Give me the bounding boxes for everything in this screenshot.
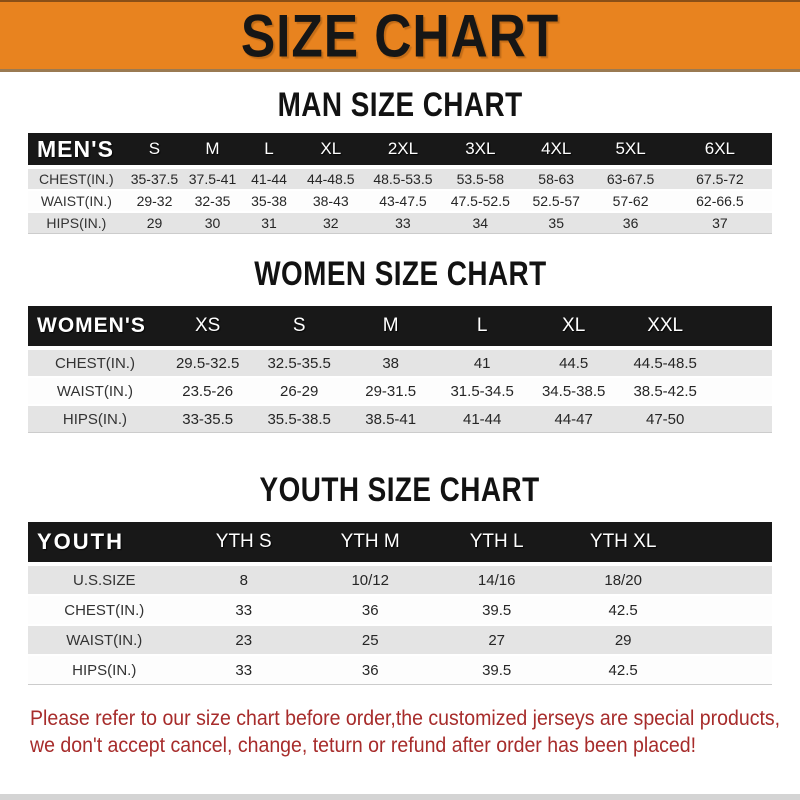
order-note	[30, 705, 800, 759]
spacer-cell	[711, 404, 772, 432]
row-label: CHEST(IN.)	[28, 167, 125, 189]
measurement-row	[28, 404, 772, 432]
size-column-header: 6XL	[668, 133, 772, 167]
row-label: CHEST(IN.)	[28, 348, 162, 376]
measurement-value: 33	[181, 654, 307, 684]
measurement-value: 31	[241, 211, 298, 233]
size-column-header: YTH S	[181, 522, 307, 564]
measurement-row	[28, 376, 772, 404]
size-column-header: M	[345, 306, 437, 348]
measurement-value: 44-48.5	[297, 167, 364, 189]
measurement-value: 8	[181, 564, 307, 594]
measurement-value: 38-43	[297, 189, 364, 211]
corner-label: YOUTH	[28, 522, 181, 564]
measurement-value: 27	[433, 624, 559, 654]
row-label: HIPS(IN.)	[28, 654, 181, 684]
measurement-value: 14/16	[433, 564, 559, 594]
measurement-value: 43-47.5	[364, 189, 441, 211]
measurement-value: 29-32	[125, 189, 185, 211]
measurement-value: 44-47	[528, 404, 620, 432]
measurement-value: 29	[560, 624, 686, 654]
note-line-1: Please refer to our size chart before order,the customized jerseys are special products,	[30, 707, 781, 730]
corner-label: MEN'S	[28, 133, 125, 167]
size-column-header: 2XL	[364, 133, 441, 167]
measurement-row	[28, 654, 772, 684]
measurement-value: 35-37.5	[125, 167, 185, 189]
measurement-value: 47.5-52.5	[442, 189, 519, 211]
measurement-value: 35-38	[241, 189, 298, 211]
measurement-value: 33	[181, 594, 307, 624]
women-section-title: WOMEN SIZE CHART	[253, 254, 547, 293]
measurement-value: 29	[125, 211, 185, 233]
measurement-value: 36	[307, 654, 433, 684]
man-section-title: MAN SIZE CHART	[277, 85, 523, 124]
spacer-cell	[686, 624, 772, 654]
measurement-value: 10/12	[307, 564, 433, 594]
measurement-value: 48.5-53.5	[364, 167, 441, 189]
measurement-value: 58-63	[519, 167, 593, 189]
spacer-cell	[711, 376, 772, 404]
measurement-value: 38	[345, 348, 437, 376]
measurement-value: 32.5-35.5	[253, 348, 345, 376]
size-column-header: S	[253, 306, 345, 348]
size-column-header: XL	[528, 306, 620, 348]
section-title-wrap	[0, 470, 800, 509]
measurement-value: 29.5-32.5	[162, 348, 254, 376]
measurement-value: 38.5-42.5	[619, 376, 711, 404]
size-column-header: 3XL	[442, 133, 519, 167]
page-title: SIZE CHART	[240, 1, 560, 70]
measurement-value: 53.5-58	[442, 167, 519, 189]
measurement-value: 37	[668, 211, 772, 233]
size-column-header: YTH XL	[560, 522, 686, 564]
spacer-cell	[686, 564, 772, 594]
women-header-row	[28, 306, 772, 348]
youth-section-title: YOUTH SIZE CHART	[259, 470, 541, 509]
measurement-value: 36	[307, 594, 433, 624]
measurement-value: 33	[364, 211, 441, 233]
section-title-wrap	[0, 254, 800, 293]
measurement-value: 37.5-41	[184, 167, 241, 189]
measurement-value: 36	[593, 211, 667, 233]
measurement-row	[28, 564, 772, 594]
youth-header-row	[28, 522, 772, 564]
row-label: HIPS(IN.)	[28, 404, 162, 432]
measurement-value: 63-67.5	[593, 167, 667, 189]
measurement-value: 30	[184, 211, 241, 233]
measurement-value: 31.5-34.5	[436, 376, 528, 404]
women-size-table	[28, 306, 772, 432]
measurement-value: 35.5-38.5	[253, 404, 345, 432]
measurement-value: 33-35.5	[162, 404, 254, 432]
measurement-value: 39.5	[433, 654, 559, 684]
row-label: WAIST(IN.)	[28, 189, 125, 211]
measurement-value: 34.5-38.5	[528, 376, 620, 404]
measurement-value: 32	[297, 211, 364, 233]
measurement-value: 38.5-41	[345, 404, 437, 432]
measurement-row	[28, 211, 772, 233]
measurement-value: 39.5	[433, 594, 559, 624]
measurement-row	[28, 594, 772, 624]
measurement-row	[28, 189, 772, 211]
men-size-table	[28, 133, 772, 233]
measurement-value: 18/20	[560, 564, 686, 594]
measurement-value: 62-66.5	[668, 189, 772, 211]
section-title-wrap	[0, 85, 800, 124]
measurement-value: 41-44	[241, 167, 298, 189]
row-label: CHEST(IN.)	[28, 594, 181, 624]
measurement-value: 26-29	[253, 376, 345, 404]
measurement-value: 34	[442, 211, 519, 233]
men-header-row	[28, 133, 772, 167]
row-label: WAIST(IN.)	[28, 624, 181, 654]
measurement-row	[28, 624, 772, 654]
row-label: WAIST(IN.)	[28, 376, 162, 404]
size-column-header: 4XL	[519, 133, 593, 167]
size-column-header: S	[125, 133, 185, 167]
measurement-value: 32-35	[184, 189, 241, 211]
measurement-value: 57-62	[593, 189, 667, 211]
man-size-section	[0, 85, 800, 233]
size-column-header: XL	[297, 133, 364, 167]
spacer-cell	[711, 306, 772, 348]
spacer-cell	[686, 654, 772, 684]
size-column-header: XXL	[619, 306, 711, 348]
measurement-row	[28, 167, 772, 189]
youth-size-section	[0, 470, 800, 684]
corner-label: WOMEN'S	[28, 306, 162, 348]
measurement-value: 23	[181, 624, 307, 654]
size-column-header: XS	[162, 306, 254, 348]
size-column-header: YTH L	[433, 522, 559, 564]
measurement-value: 41-44	[436, 404, 528, 432]
measurement-value: 42.5	[560, 594, 686, 624]
women-size-section	[0, 254, 800, 432]
measurement-value: 35	[519, 211, 593, 233]
size-column-header: YTH M	[307, 522, 433, 564]
spacer-cell	[711, 348, 772, 376]
measurement-value: 23.5-26	[162, 376, 254, 404]
measurement-value: 67.5-72	[668, 167, 772, 189]
measurement-value: 44.5	[528, 348, 620, 376]
size-column-header: 5XL	[593, 133, 667, 167]
spacer-cell	[686, 594, 772, 624]
row-label: U.S.SIZE	[28, 564, 181, 594]
measurement-value: 47-50	[619, 404, 711, 432]
banner	[0, 0, 800, 72]
row-label: HIPS(IN.)	[28, 211, 125, 233]
size-column-header: L	[241, 133, 298, 167]
measurement-value: 52.5-57	[519, 189, 593, 211]
measurement-value: 25	[307, 624, 433, 654]
measurement-value: 44.5-48.5	[619, 348, 711, 376]
size-column-header: M	[184, 133, 241, 167]
measurement-value: 41	[436, 348, 528, 376]
note-line-2: we don't accept cancel, change, teturn or refund after order has been placed!	[30, 734, 697, 757]
measurement-value: 42.5	[560, 654, 686, 684]
bottom-edge-strip	[0, 794, 800, 800]
spacer-cell	[686, 522, 772, 564]
size-column-header: L	[436, 306, 528, 348]
measurement-value: 29-31.5	[345, 376, 437, 404]
youth-size-table	[28, 522, 772, 684]
measurement-row	[28, 348, 772, 376]
